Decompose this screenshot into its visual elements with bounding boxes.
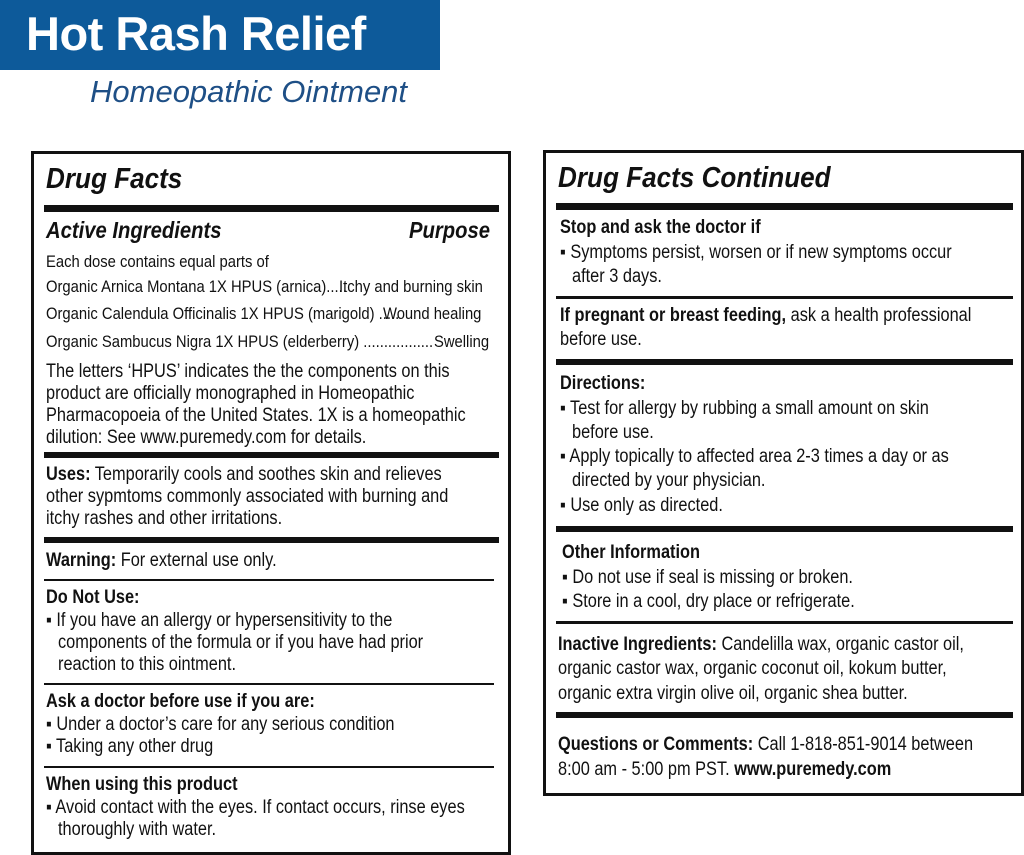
uses-label: Uses: [46,464,91,485]
hpus-note-line: The letters ‘HPUS’ indicates the the components on this [46,361,450,382]
uses-text: Temporarily cools and soothes skin and relieves [94,464,442,485]
inactive-text: Candelilla wax, organic castor oil, [721,634,964,655]
pregnant-line-2: before use. [560,329,642,350]
hpus-note-line: dilution: See www.puremedy.com for details. [46,427,367,448]
hours-text: 8:00 am - 5:00 pm PST. [558,759,730,780]
section-divider [556,296,1013,299]
directions-line: directed by your physician. [572,470,766,491]
do-not-use-label: Do Not Use: [46,587,140,608]
questions-label: Questions or Comments: [558,734,754,755]
directions-line: ▪ Use only as directed. [560,495,723,516]
ask-doctor-line: ▪ Taking any other drug [46,736,214,757]
ingredient-purpose: Wound healing [383,304,482,323]
section-divider [556,203,1013,210]
hpus-note-line: Pharmacopoeia of the United States. 1X is a homeopathic [46,405,466,426]
warning-text: For external use only. [120,550,277,571]
uses-line [46,464,442,486]
section-divider [556,526,1013,532]
inactive-label: Inactive Ingredients: [558,634,717,655]
website-link[interactable]: www.puremedy.com [734,759,892,780]
warning-line [46,550,277,572]
questions-line [558,734,973,756]
hpus-note-line: product are officially monographed in Homeopathic [46,383,415,404]
do-not-use-line: reaction to this ointment. [58,654,237,675]
ingredient-purpose: Swelling [434,332,490,351]
when-using-label: When using this product [46,774,238,795]
product-subtitle: Homeopathic Ointment [90,74,408,109]
uses-line: itchy rashes and other irritations. [46,508,283,529]
ask-doctor-label: Ask a doctor before use if you are: [46,691,315,712]
ingredient-purpose: Itchy and burning skin [339,277,483,296]
pregnant-label: If pregnant or breast feeding, [560,305,787,326]
drug-facts-continued-panel [543,150,1024,796]
uses-line: other sypmtoms commonly associated with burning and [46,486,449,507]
ingredient-name: Organic Sambucus Nigra 1X HPUS (elderberry) ................. [46,332,434,351]
do-not-use-line: components of the formula or if you have had prior [58,632,424,653]
section-divider [556,621,1013,624]
section-divider [44,537,499,543]
thin-divider [44,683,494,685]
section-divider [44,205,499,212]
other-info-line: ▪ Store in a cool, dry place or refrigerate. [562,591,855,612]
ingredient-name: Organic Arnica Montana 1X HPUS (arnica)..... [46,277,347,296]
when-using-line: thoroughly with water. [58,819,217,840]
directions-line: ▪ Test for allergy by rubbing a small amount on skin [560,398,929,419]
section-divider [556,712,1013,718]
product-title: Hot Rash Relief [26,7,366,60]
stop-line: ▪ Symptoms persist, worsen or if new symptoms occur [560,242,952,263]
pregnant-text: ask a health professional [790,305,972,326]
purpose-header: Purpose [409,217,490,243]
title-banner [0,0,440,70]
hours-line [558,759,891,781]
inactive-line [558,634,964,656]
questions-text: Call 1-818-851-9014 between [757,734,974,755]
directions-label: Directions: [560,373,646,394]
other-info-line: ▪ Do not use if seal is missing or broken. [562,567,853,588]
when-using-line: ▪ Avoid contact with the eyes. If contact occurs, rinse eyes [46,797,465,818]
ask-doctor-line: ▪ Under a doctor’s care for any serious condition [46,714,395,735]
other-info-label: Other Information [562,542,700,563]
inactive-line: organic castor wax, organic coconut oil, kokum butter, [558,658,947,679]
drug-facts-title: Drug Facts [46,163,183,195]
directions-line: ▪ Apply topically to affected area 2-3 times a day or as [560,446,949,467]
thin-divider [44,579,494,581]
do-not-use-line: ▪ If you have an allergy or hypersensitivity to the [46,610,393,631]
section-divider [44,452,499,458]
stop-label: Stop and ask the doctor if [560,217,761,238]
stop-line: after 3 days. [572,266,662,287]
drug-facts-continued-title: Drug Facts Continued [558,162,831,194]
active-ingredients-header: Active Ingredients [46,217,222,243]
pregnant-line [560,305,971,327]
drug-facts-panel [31,151,511,855]
ingredient-name: Organic Calendula Officinalis 1X HPUS (marigold) ..... [46,304,400,323]
section-divider [556,359,1013,365]
directions-line: before use. [572,422,654,443]
warning-label: Warning: [46,550,117,571]
inactive-line: organic extra virgin olive oil, organic shea butter. [558,683,908,704]
thin-divider [44,766,494,768]
dose-intro: Each dose contains equal parts of [46,252,269,271]
